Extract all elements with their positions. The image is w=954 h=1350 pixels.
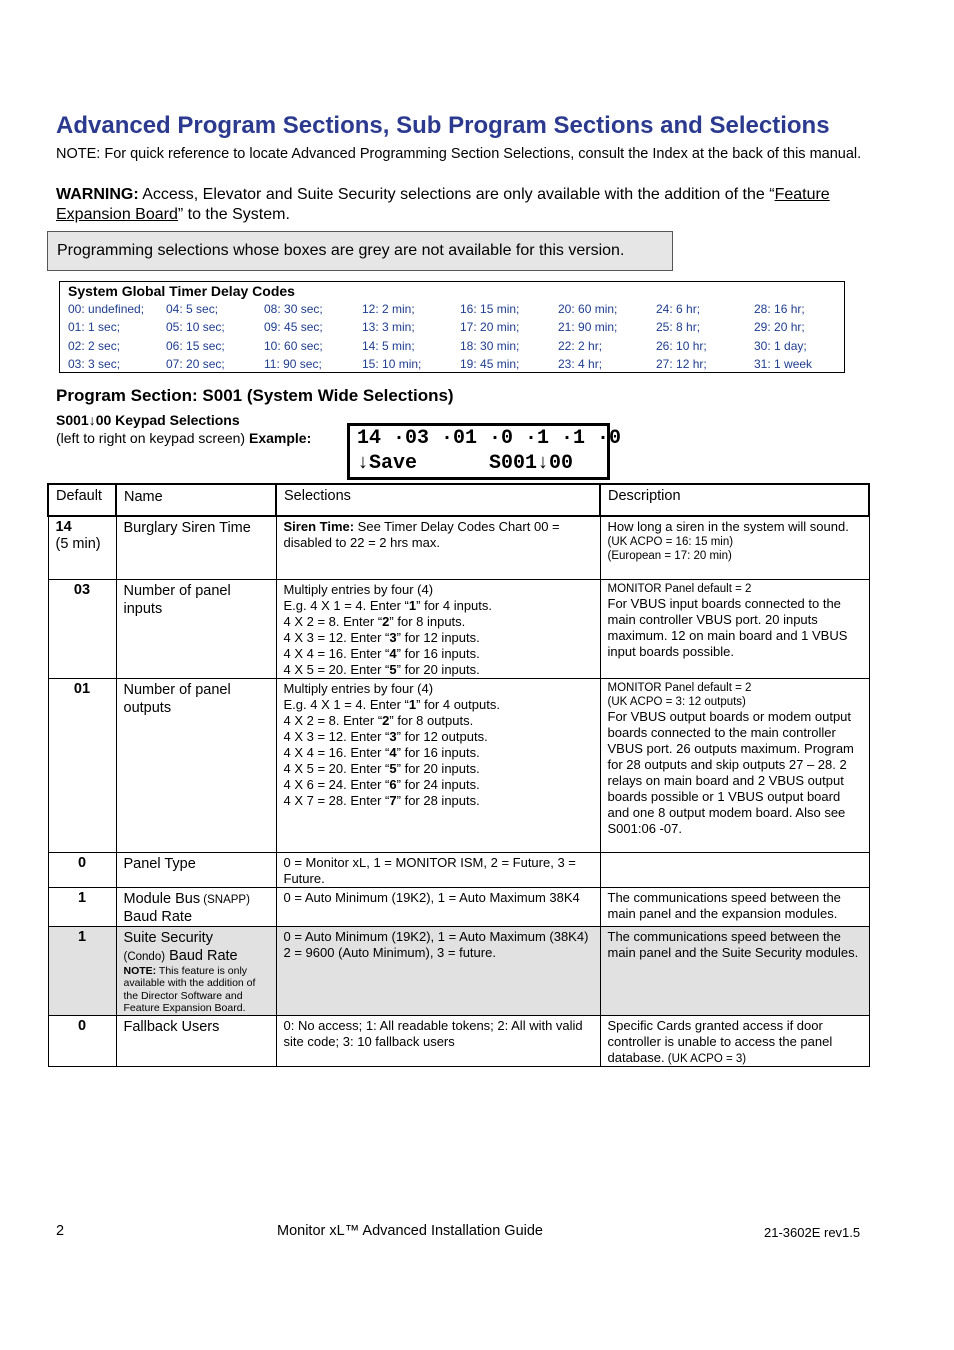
selection-cell [276, 579, 600, 678]
timer-code: 22: 2 hr; [558, 338, 603, 353]
description-cell [600, 852, 869, 887]
selection-line: 4 X 3 = 12. Enter “3” for 12 outputs. [283, 728, 488, 744]
timer-code: 19: 45 min; [460, 356, 520, 371]
timer-code: 15: 10 min; [362, 356, 422, 371]
selection-line: 4 X 5 = 20. Enter “5” for 20 inputs. [283, 760, 480, 776]
lcd-line-1: 14 ·03 ·01 ·0 ·1 ·1 ·0 [357, 427, 622, 450]
keypad-selections-title: S001↓00 Keypad Selections [56, 412, 240, 428]
default-value: 14 [55, 519, 72, 535]
timer-code: 12: 2 min; [362, 302, 415, 316]
keypad-subtitle-text: (left to right on keypad screen) [56, 430, 249, 446]
default-value: 1 [77, 889, 87, 906]
timer-code: 21: 90 min; [558, 320, 618, 335]
table-row [48, 678, 869, 852]
description-note: (European = 17: 20 min) [607, 550, 732, 562]
timer-code: 27: 12 hr; [656, 356, 707, 371]
footer-title: Monitor xL™ Advanced Installation Guide [277, 1223, 543, 1239]
warning-text [56, 185, 886, 225]
default-value: 03 [73, 581, 91, 598]
description-text: For VBUS input boards connected to the main controller VBUS port. 20 inputs maximum. 12 on main board and 1 VBUS input boards possible. [607, 595, 848, 659]
selection-line: 4 X 5 = 20. Enter “5” for 20 inputs. [283, 661, 480, 677]
selection-line: 4 X 2 = 8. Enter “2” for 8 outputs. [283, 712, 474, 728]
example-label: Example: [249, 430, 312, 446]
timer-code: 04: 5 sec; [166, 302, 219, 316]
name-text-2: Baud Rate [165, 947, 238, 964]
default-value: 0 [77, 854, 87, 871]
selection-bold: Siren Time: [283, 519, 355, 534]
name-text-2: Baud Rate [123, 908, 193, 925]
selection-line: E.g. 4 X 1 = 4. Enter “1” for 4 inputs. [283, 597, 493, 613]
default-value: 01 [73, 680, 91, 697]
selection-cell: 0 = Auto Minimum (19K2), 1 = Auto Maximum 38K4 [276, 887, 600, 926]
table-row [48, 887, 869, 926]
selection-cell [276, 516, 600, 579]
name-cell: Burglary Siren Time [116, 516, 276, 579]
name-text: Module Bus [123, 890, 201, 907]
keypad-subtitle [56, 430, 311, 446]
description-note: MONITOR Panel default = 2 [607, 681, 752, 694]
description-cell [600, 516, 869, 579]
timer-code: 01: 1 sec; [68, 320, 121, 335]
warning-text-1: Access, Elevator and Suite Security selections are only available with the addition of the “ [138, 186, 775, 203]
timer-code: 07: 20 sec; [166, 356, 225, 371]
name-cell [116, 926, 276, 1015]
name-cell: Number of panel inputs [116, 579, 276, 678]
timer-code: 24: 6 hr; [656, 302, 701, 316]
table-row [48, 516, 869, 579]
timer-code: 23: 4 hr; [558, 356, 603, 371]
feature-note-text: This feature is only available with the addition of the Director Software and Feature Expansion Board. [123, 964, 256, 1014]
timer-code: 09: 45 sec; [264, 320, 323, 335]
timer-code: 18: 30 min; [460, 338, 520, 353]
timer-code: 20: 60 min; [558, 302, 618, 316]
timer-code: 10: 60 sec; [264, 338, 323, 353]
header-description: Description [600, 484, 869, 516]
selection-cell: 0 = Auto Minimum (19K2), 1 = Auto Maximum (38K4) 2 = 9600 (Auto Minimum), 3 = future. [276, 926, 600, 1015]
selection-line: 4 X 3 = 12. Enter “3” for 12 inputs. [283, 629, 480, 645]
default-value: 0 [77, 1017, 87, 1034]
timer-code: 17: 20 min; [460, 320, 520, 335]
table-row [48, 926, 869, 1015]
description-note: (UK ACPO = 3) [664, 1052, 747, 1065]
timer-code: 08: 30 sec; [264, 302, 323, 316]
description-cell [600, 579, 869, 678]
selection-line: 4 X 6 = 24. Enter “6” for 24 inputs. [283, 776, 480, 792]
timer-code: 02: 2 sec; [68, 338, 121, 353]
selection-line: 4 X 2 = 8. Enter “2” for 8 inputs. [283, 613, 466, 629]
timer-code: 31: 1 week [754, 356, 813, 371]
selection-cell [276, 678, 600, 852]
warning-text-2: ” to the System. [177, 206, 290, 223]
timer-code: 16: 15 min; [460, 302, 520, 316]
selection-line: 4 X 4 = 16. Enter “4” for 16 inputs. [283, 645, 480, 661]
table-header-row [48, 484, 869, 516]
description-note: MONITOR Panel default = 2 [607, 582, 752, 595]
selection-line: 4 X 4 = 16. Enter “4” for 16 inputs. [283, 744, 480, 760]
selections-table [47, 483, 870, 1067]
timer-code: 13: 3 min; [362, 320, 415, 335]
timer-code: 05: 10 sec; [166, 320, 225, 335]
timer-code: 11: 90 sec; [264, 356, 322, 371]
description-cell [600, 1015, 869, 1066]
selection-cell: 0: No access; 1: All readable tokens; 2: All with valid site code; 3: 10 fallback users [276, 1015, 600, 1066]
page-heading: Advanced Program Sections, Sub Program Sections and Selections [56, 112, 830, 139]
timer-code: 28: 16 hr; [754, 302, 805, 316]
selection-line: Multiply entries by four (4) [283, 680, 434, 696]
name-cell: Number of panel outputs [116, 678, 276, 852]
timer-code: 25: 8 hr; [656, 320, 701, 335]
table-row [48, 1015, 869, 1066]
keypad-lcd-example [347, 423, 622, 480]
selection-text: See Timer Delay Codes Chart 00 = disabled to 22 = 2 hrs max. [283, 519, 560, 550]
selection-cell: 0 = Monitor xL, 1 = MONITOR ISM, 2 = Future, 3 = Future. [276, 852, 600, 887]
default-cell [48, 1015, 116, 1066]
name-small: (Condo) [123, 950, 166, 963]
default-cell [48, 887, 116, 926]
default-cell [48, 516, 116, 579]
grey-notice-box: Programming selections whose boxes are grey are not available for this version. [47, 231, 673, 271]
header-selections: Selections [276, 484, 600, 516]
table-row [48, 579, 869, 678]
description-note: (UK ACPO = 3: 12 outputs) [607, 695, 746, 708]
selection-line: 4 X 7 = 28. Enter “7” for 28 inputs. [283, 792, 480, 808]
timer-code: 00: undefined; [68, 302, 145, 316]
description-text: For VBUS output boards or modem output boards connected to the main controller VBUS port. 26 outputs maximum. Program for 28 outputs and skip outputs 27 – 28. 2 relays on main board and 2 VBUS output boards possible or 1 VBUS output board and one 8 output modem board. Also see S001:06 -07. [607, 708, 854, 836]
reference-note: NOTE: For quick reference to locate Advanced Programming Section Selections, consult the Index at the back of this manual. [56, 146, 862, 162]
feature-note-label: NOTE: [123, 964, 157, 977]
description-note: (UK ACPO = 16: 15 min) [607, 536, 734, 548]
lcd-line-2: ↓Save S001↓00 [357, 452, 574, 475]
timer-code: 06: 15 sec; [166, 338, 225, 353]
warning-label: WARNING: [56, 186, 139, 203]
timer-code: 30: 1 day; [754, 338, 807, 353]
default-cell [48, 579, 116, 678]
timer-codes-title: System Global Timer Delay Codes [68, 283, 295, 299]
description-text: Specific Cards granted access if door controller is unable to access the panel database. [607, 1017, 833, 1065]
description-cell [600, 678, 869, 852]
default-sub: (5 min) [55, 536, 101, 552]
program-section-heading: Program Section: S001 (System Wide Selections) [56, 386, 454, 405]
page-number: 2 [56, 1223, 65, 1239]
feature-expansion-board-link[interactable]: Feature Expansion Board [56, 186, 830, 223]
description-cell: The communications speed between the main panel and the Suite Security modules. [600, 926, 869, 1015]
name-cell: Panel Type [116, 852, 276, 887]
timer-codes-grid [68, 302, 838, 375]
timer-code: 29: 20 hr; [754, 320, 805, 335]
description-text: How long a siren in the system will sound. [607, 519, 849, 534]
default-cell [48, 852, 116, 887]
selection-line: E.g. 4 X 1 = 4. Enter “1” for 4 outputs. [283, 696, 500, 712]
name-cell [116, 887, 276, 926]
timer-code: 26: 10 hr; [656, 338, 707, 353]
table-row [48, 852, 869, 887]
default-cell [48, 926, 116, 1015]
timer-code: 14: 5 min; [362, 338, 415, 353]
timer-codes-box [59, 281, 845, 373]
name-cell: Fallback Users [116, 1015, 276, 1066]
feature-note [124, 965, 269, 1015]
name-text: Suite Security [123, 929, 213, 946]
header-name: Name [116, 484, 276, 516]
default-cell [48, 678, 116, 852]
header-default: Default [48, 484, 116, 516]
name-small: (SNAPP) [200, 893, 250, 906]
selection-line: Multiply entries by four (4) [283, 581, 434, 597]
timer-code: 03: 3 sec; [68, 356, 121, 371]
description-cell: The communications speed between the main panel and the expansion modules. [600, 887, 869, 926]
document-code: 21-3602E rev1.5 [764, 1225, 861, 1240]
default-value: 1 [77, 928, 87, 945]
